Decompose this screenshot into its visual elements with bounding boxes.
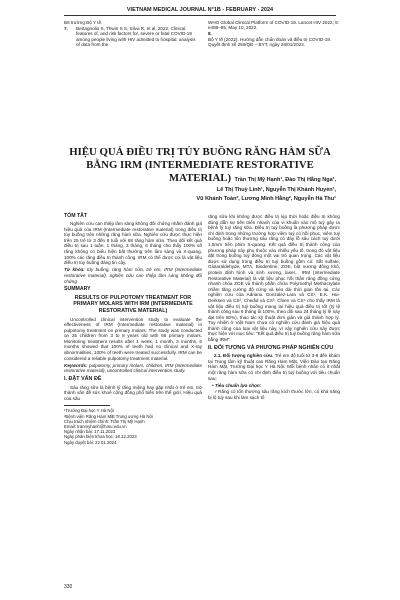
- intro-continuation: răng sữa khi không được điều trị kịp thời hoặc điều trị không đúng dẫn sự tiến triển nhanh của vi khuẩn vào mô tuỷ gây ra bệnh lý tuỷ răng sữa. Điều trị tuỷ buồng là phương pháp được chỉ định trong những trường hợp viêm tuỷ có hồi phục, viêm tuỷ buồng hoặc tổn thương sâu răng có đáy lỗ sâu cách tuỷ dưới 1,5mm trên phim X-quang. Kết quả điều trị thành công của phương pháp này phụ thuộc vào nhiều yếu tố, trong đó vật liệu đặt trong buồng tuỷ đóng một vai trò quan trọng. Các vật liệu được sử dụng trong điều trị tuỷ buồng gồm có: Sắt sulfate, Glutaraldehyde, MTA, Biodentine, ZOE, bột xương đông khô, protein định hình và sinh xương, laser... IRM (Intermediate Restorative Material) là vật liệu phục hồi thân răng đồng cứng nhanh chóa ZOE và thành phần chứa Polymethyl Methacrylate nhằm tăng cường độ cứng và kéo dài thời gian tồn tại. Các nghiên cứu của Adriana Gonzalez-Lara và CS¹, E.K. Hui-Derksen và CS², Chedid và CS³, Chien và CS⁴ cho thấy IRM là vật liệu điều trị tuỷ buồng mang lại hiệu quả điều trị tốt (tỷ lệ thành công sau 6 tháng là 100%, theo dõi sau 24 tháng tỷ lệ này đạt trên 80%), thao tác kỹ thuật đơn giản và giá thành hợp lý. Tuy nhiên ở Việt Nam chưa có nghiên cứu đánh giá hiệu quả thành công của loại vật liệu này, vì vậy nghiên cứu này được thực hiện với mục tiêu: "Kết quả điều trị tuỷ buồng răng hàm sữa bằng IRM".: [208, 214, 340, 343]
- reference-text: Bộ Y tế (2022). Hướng dẫn chẩn đoán và điều trị COVID-19. Quyết định số 250/QĐ – BYT, ngày 28/01/2022.: [208, 36, 332, 48]
- summary-vi-heading: TÓM TẮT: [64, 213, 88, 219]
- keywords-vi-text: tủy buồng, răng hàm sữa, trẻ em, IRM (Intermediate restorative material), nghiên cứu can thiệp lâm sàng không đối chứng: [64, 267, 202, 284]
- footnote: Ngày duyệt bài: 22.01.2024: [64, 439, 117, 445]
- inclusion-criteria-text: ✓Răng có tổn thương sâu răng kích thước lớn, có khả năng bị lộ tuỷ sau khi làm sạch tổ: [208, 389, 340, 400]
- article-title: HIỆU QUẢ ĐIỀU TRỊ TỦY BUỒNG RĂNG HÀM SỮA BẰNG IRM (INTERMEDIATE RESTORATIVE MATERIAL): [69, 146, 331, 184]
- reference-item: [64, 26, 202, 48]
- left-column: [64, 214, 202, 445]
- keywords-vi-label: Từ khóa:: [64, 267, 85, 273]
- right-column: [208, 214, 340, 402]
- footnote: Ngày phản biện khoa học: 18.12.2023: [64, 434, 137, 440]
- keywords-en-label: Keywords:: [64, 362, 88, 368]
- reference-number: 7.: [64, 25, 68, 31]
- reference-text: WHO Global Clinical Platform of COVID-19. Lancet HIV 2022; 9: e486–95. May 10, 2022.: [208, 20, 339, 31]
- keywords-en-text: pulpotomy, primary molars, children, IRM (Intermediate restorative material), uncontrolled clinical intervention study.: [64, 362, 203, 374]
- footnote: Ngày nhận bài: 17.11.2023: [64, 429, 116, 435]
- reference-text: B6 trưởng Bộ Y tế.: [64, 20, 103, 25]
- inclusion-criteria-heading: • Tiêu chuẩn lựa chọn:: [212, 382, 262, 388]
- footnote: ²Bệnh viện Răng Hàm Mặt Trung ương Hà Nội: [64, 413, 153, 419]
- reference-text: Bertagnolio S, Thwin S S, Silva R, et al. 2022. Clinical features of, and risk factors for, severe or fatal COVID-19 among people living with HIV admitted to hospital: analysis of data from the: [76, 25, 196, 48]
- page-number: 330: [64, 584, 73, 590]
- author-line: Lê Thị Thuỳ Linh¹, Nguyễn Thị Khánh Huyền¹,: [216, 186, 336, 193]
- header-divider: [64, 15, 336, 16]
- author-line: Vũ Khánh Toàn², Lương Minh Hằng², Nguyễn Hà Thu¹: [196, 196, 336, 202]
- intro-heading: I. ĐẶT VẤN ĐỀ: [64, 375, 102, 382]
- subjects-paragraph: [208, 353, 340, 381]
- reference-item: [208, 20, 338, 31]
- subjects-text: Trẻ em độ tuổi từ 3-8 đến khám tại Trung tâm kỹ thuật cao Răng Hàm Mặt, Viện Đào tạo Răng Hàm Mặt, Trường Đại học Y Hà Nội. Mỗi bệnh nhân có ít nhất một răng hàm sữa có chỉ định điều trị tuỷ buồng với tiêu chuẩn sau:: [208, 353, 340, 381]
- keywords-vi: [64, 267, 202, 284]
- keywords-en: [64, 363, 202, 374]
- summary-vi-text: Nghiên cứu can thiệp lâm sàng không đối chứng nhằm đánh giá hiệu quả của IRM (Intermediate restorative material) trong điều trị tủy buồng trên những răng hàm sữa. Nghiên cứu được thực hiện trên 25 trẻ từ 3 đến 8 tuổi với 68 răng hàm sữa. Theo dõi kết quả điều trị sau 1 tuần, 1 tháng, 3 tháng, 6 tháng cho thấy 100% số răng không có biểu hiện bất thường trên lâm sàng và X-quang, 100% các răng điều trị thành công. IRM có thể được coi là vật liệu điều trị tủy buồng đáng tin cậy.: [64, 221, 202, 266]
- author-line: Trần Thị Mỹ Hạnh¹, Đào Thị Hằng Nga¹,: [234, 177, 336, 183]
- footnote-divider: [64, 405, 110, 406]
- reference-item: [208, 31, 338, 47]
- footnote: Email: tranmyhanh@hmu.edu.vn: [64, 423, 127, 429]
- subjects-subheading: 2.1. Đối tượng nghiên cứu.: [214, 353, 274, 359]
- journal-header: VIETNAM MEDICAL JOURNAL N°1B - FEBRUARY - 2024: [126, 7, 274, 13]
- methods-heading: II. ĐỐI TƯỢNG VÀ PHƯƠNG PHÁP NGHIÊN CỨU: [208, 344, 334, 351]
- summary-en-heading: SUMMARY: [64, 286, 91, 293]
- references-left: [64, 20, 202, 48]
- summary-en-text: Uncontrolled clinical intervention study to evaluate the effectiveness of IRM (Intermediate restorative material) in pulpotomy treatment on primary molars. The study was conducted on 25 children from 3 to 8 years old with 68 primary molars. Monitoring treatment results after 1 week, 1 month, 3 months, 6 months showed that 100% of teeth had no clinical and X-ray abnormalities, 100% of teeth were treated successfully. IRM can be considered a reliable pulpotomy treatment material.: [64, 316, 202, 361]
- footnote: Chịu trách nhiệm chính: Trần Thị Mỹ Hạnh: [64, 418, 145, 424]
- references-right: [208, 20, 338, 48]
- author-list: [150, 176, 336, 205]
- footnote: ¹Trường Đại học Y Hà Nội: [64, 408, 114, 414]
- intro-text: Sâu răng sữa là bệnh lý răng miệng hay gặp nhất ở trẻ em, trở thành vấn đề sức khoẻ cộng đồng phổ biến trên thế giới. Hiệu quả của sâu: [64, 384, 202, 401]
- english-title: RESULTS OF PULPOTOMY TREATMENT FOR PRIMARY MOLARS WITH IRM (INTERMEDIATE RESTORATIVE MATERIAL): [73, 294, 193, 314]
- reference-item: [64, 20, 202, 25]
- reference-number: 8.: [208, 31, 212, 37]
